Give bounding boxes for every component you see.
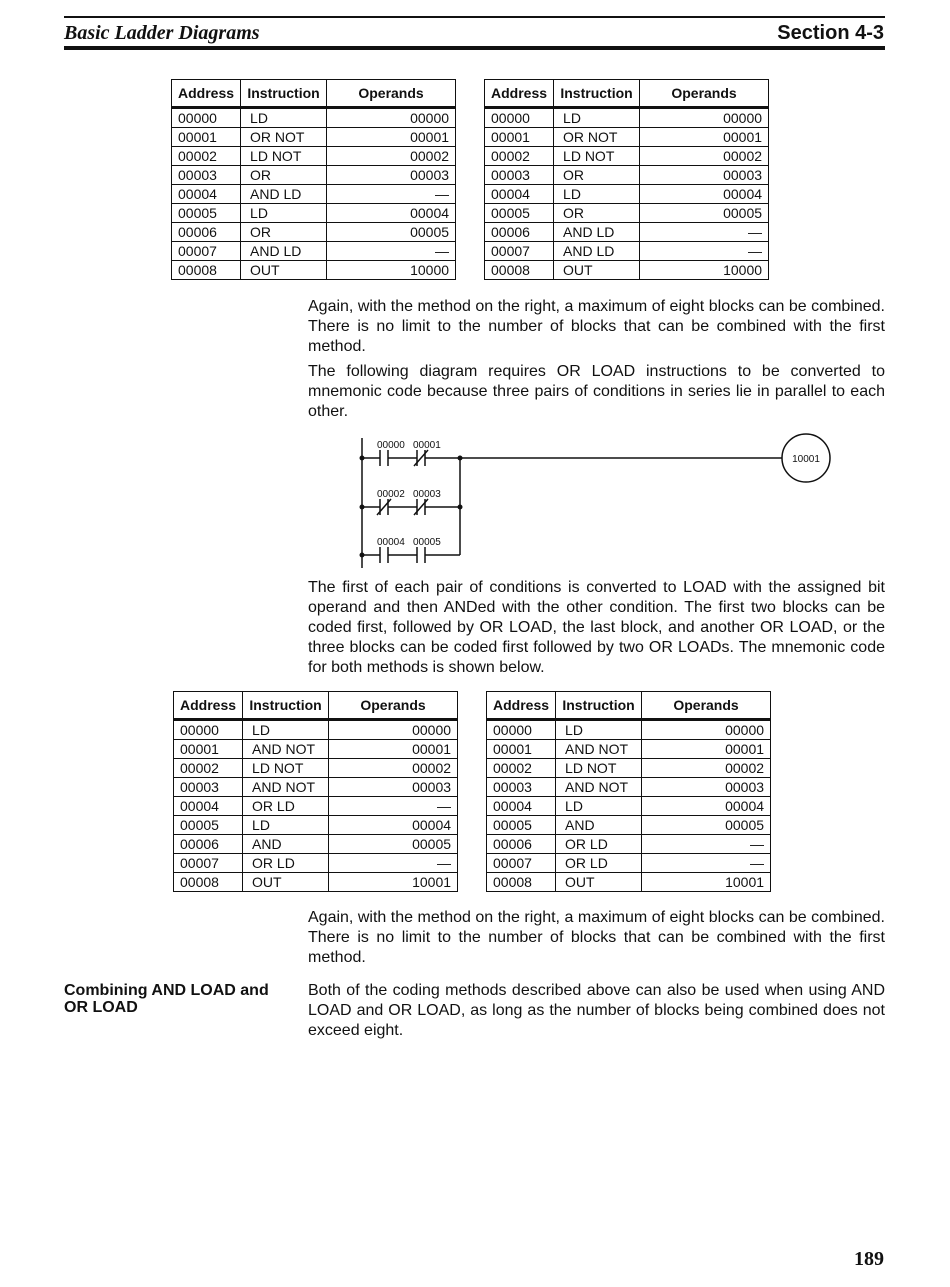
- cell-instruction: OR: [241, 223, 327, 242]
- cell-operands: 00002: [642, 759, 771, 778]
- contact-label-00003: 00003: [413, 489, 441, 500]
- cell-address: 00005: [487, 816, 556, 835]
- cell-instruction: LD: [554, 108, 640, 128]
- paragraph-conversion: The first of each pair of conditions is converted to LOAD with the assigned bit operand and then ANDed with the other condition. The first two blocks can be coded first, followed by OR LOAD, the last block, and another OR LOAD, or the three blocks can be coded first followed by two OR LOADs. The mnemonic code for both methods is shown below.: [308, 579, 885, 676]
- cell-address: 00001: [487, 740, 556, 759]
- table-row: [487, 778, 771, 797]
- cell-operands: 00004: [642, 797, 771, 816]
- table-row: [172, 223, 456, 242]
- cell-address: 00001: [485, 128, 554, 147]
- cell-operands: 00000: [640, 108, 769, 128]
- cell-instruction: OR LD: [243, 854, 329, 873]
- contact-label-00000: 00000: [377, 440, 405, 451]
- table-row: [174, 854, 458, 873]
- cell-instruction: AND: [243, 835, 329, 854]
- col-operands: Operands: [642, 692, 771, 720]
- cell-instruction: LD NOT: [556, 759, 642, 778]
- table-row: [172, 147, 456, 166]
- cell-instruction: LD NOT: [554, 147, 640, 166]
- cell-operands: —: [329, 797, 458, 816]
- cell-instruction: AND LD: [554, 223, 640, 242]
- contact-label-00002: 00002: [377, 489, 405, 500]
- running-header-title: Basic Ladder Diagrams: [64, 22, 260, 44]
- table-row: [487, 835, 771, 854]
- cell-operands: 00002: [329, 759, 458, 778]
- cell-address: 00002: [485, 147, 554, 166]
- table-row: [487, 816, 771, 835]
- cell-operands: —: [329, 854, 458, 873]
- cell-address: 00008: [174, 873, 243, 892]
- cell-operands: —: [642, 854, 771, 873]
- cell-instruction: OR NOT: [554, 128, 640, 147]
- cell-address: 00006: [487, 835, 556, 854]
- table-row: [485, 242, 769, 261]
- cell-address: 00008: [487, 873, 556, 892]
- paragraph-method-limit: Again, with the method on the right, a maximum of eight blocks can be combined. There is no limit to the number of blocks that can be combined with the first method.: [308, 298, 885, 355]
- paragraph-or-load-intro: The following diagram requires OR LOAD instructions to be converted to mnemonic code because three pairs of conditions in series lie in parallel to each other.: [308, 363, 885, 420]
- cell-instruction: LD: [556, 720, 642, 740]
- cell-operands: 00001: [329, 740, 458, 759]
- col-operands: Operands: [640, 80, 769, 108]
- cell-instruction: AND NOT: [556, 778, 642, 797]
- table-row: [485, 261, 769, 280]
- cell-operands: 00001: [327, 128, 456, 147]
- cell-instruction: AND NOT: [243, 778, 329, 797]
- cell-instruction: OR: [554, 166, 640, 185]
- cell-operands: 10001: [329, 873, 458, 892]
- cell-operands: 00004: [327, 204, 456, 223]
- cell-instruction: AND NOT: [556, 740, 642, 759]
- table-row: [172, 261, 456, 280]
- cell-address: 00007: [172, 242, 241, 261]
- table-row: [172, 166, 456, 185]
- cell-address: 00005: [485, 204, 554, 223]
- cell-operands: 00003: [642, 778, 771, 797]
- cell-instruction: LD: [554, 185, 640, 204]
- table-row: [174, 740, 458, 759]
- table-row: [172, 242, 456, 261]
- cell-operands: 00000: [329, 720, 458, 740]
- table-row: [174, 835, 458, 854]
- table-row: [487, 854, 771, 873]
- cell-operands: 00005: [327, 223, 456, 242]
- col-operands: Operands: [329, 692, 458, 720]
- cell-operands: 00001: [640, 128, 769, 147]
- cell-instruction: LD: [241, 204, 327, 223]
- header-rule-bottom: [64, 46, 885, 50]
- cell-address: 00003: [174, 778, 243, 797]
- cell-address: 00008: [485, 261, 554, 280]
- cell-operands: 00003: [329, 778, 458, 797]
- cell-operands: 00000: [327, 108, 456, 128]
- cell-address: 00004: [485, 185, 554, 204]
- cell-address: 00000: [485, 108, 554, 128]
- cell-operands: 00002: [327, 147, 456, 166]
- cell-address: 00003: [485, 166, 554, 185]
- table-row: [487, 720, 771, 740]
- col-instruction: Instruction: [241, 80, 327, 108]
- cell-operands: —: [327, 242, 456, 261]
- col-address: Address: [485, 80, 554, 108]
- side-heading: Combining AND LOAD and OR LOAD: [64, 982, 269, 1016]
- cell-operands: —: [327, 185, 456, 204]
- cell-address: 00001: [174, 740, 243, 759]
- mnemonic-table-4: [486, 691, 771, 892]
- cell-instruction: OR LD: [243, 797, 329, 816]
- paragraph-method-limit-2: Again, with the method on the right, a maximum of eight blocks can be combined. There is no limit to the number of blocks that can be combined with the first method.: [308, 909, 885, 966]
- table-row: [485, 223, 769, 242]
- cell-operands: 00005: [642, 816, 771, 835]
- contact-label-00004: 00004: [377, 537, 405, 548]
- table-row: [172, 128, 456, 147]
- table-row: [172, 108, 456, 128]
- contact-label-00005: 00005: [413, 537, 441, 548]
- cell-instruction: OR NOT: [241, 128, 327, 147]
- contact-label-00001: 00001: [413, 440, 441, 451]
- table-row: [172, 204, 456, 223]
- cell-operands: 10000: [327, 261, 456, 280]
- table-row: [174, 873, 458, 892]
- cell-instruction: OR LD: [556, 854, 642, 873]
- table-row: [485, 204, 769, 223]
- coil-label: 10001: [792, 454, 820, 465]
- cell-instruction: AND LD: [554, 242, 640, 261]
- cell-operands: 00005: [640, 204, 769, 223]
- cell-instruction: LD: [243, 816, 329, 835]
- cell-address: 00004: [487, 797, 556, 816]
- col-instruction: Instruction: [243, 692, 329, 720]
- cell-operands: 00004: [329, 816, 458, 835]
- cell-address: 00006: [485, 223, 554, 242]
- col-instruction: Instruction: [556, 692, 642, 720]
- table-row: [485, 185, 769, 204]
- cell-operands: 00004: [640, 185, 769, 204]
- cell-address: 00004: [174, 797, 243, 816]
- mnemonic-table-1: [171, 79, 456, 280]
- col-operands: Operands: [327, 80, 456, 108]
- cell-instruction: OUT: [243, 873, 329, 892]
- cell-address: 00006: [172, 223, 241, 242]
- cell-instruction: LD NOT: [241, 147, 327, 166]
- cell-address: 00000: [487, 720, 556, 740]
- mnemonic-table-2: [484, 79, 769, 280]
- cell-instruction: OUT: [556, 873, 642, 892]
- table-row: [174, 797, 458, 816]
- cell-address: 00002: [172, 147, 241, 166]
- page-number: 189: [854, 1248, 884, 1270]
- cell-operands: —: [642, 835, 771, 854]
- cell-instruction: LD: [556, 797, 642, 816]
- cell-address: 00001: [172, 128, 241, 147]
- cell-instruction: AND LD: [241, 185, 327, 204]
- cell-instruction: LD NOT: [243, 759, 329, 778]
- cell-address: 00002: [487, 759, 556, 778]
- table-row: [487, 740, 771, 759]
- cell-address: 00003: [172, 166, 241, 185]
- col-instruction: Instruction: [554, 80, 640, 108]
- cell-address: 00006: [174, 835, 243, 854]
- cell-operands: 00002: [640, 147, 769, 166]
- running-header-section: Section 4-3: [777, 22, 884, 44]
- table-row: [487, 873, 771, 892]
- table-row: [485, 128, 769, 147]
- cell-operands: 00000: [642, 720, 771, 740]
- cell-instruction: OR: [554, 204, 640, 223]
- cell-instruction: AND: [556, 816, 642, 835]
- cell-address: 00003: [487, 778, 556, 797]
- cell-address: 00000: [174, 720, 243, 740]
- cell-operands: —: [640, 242, 769, 261]
- cell-address: 00004: [172, 185, 241, 204]
- cell-instruction: OR: [241, 166, 327, 185]
- col-address: Address: [487, 692, 556, 720]
- table-row: [172, 185, 456, 204]
- cell-address: 00007: [487, 854, 556, 873]
- header-rule-top: [64, 16, 885, 18]
- cell-instruction: OUT: [554, 261, 640, 280]
- cell-operands: 00001: [642, 740, 771, 759]
- cell-instruction: LD: [243, 720, 329, 740]
- table-row: [487, 797, 771, 816]
- cell-instruction: OR LD: [556, 835, 642, 854]
- cell-address: 00000: [172, 108, 241, 128]
- cell-address: 00005: [172, 204, 241, 223]
- cell-operands: —: [640, 223, 769, 242]
- cell-operands: 00003: [640, 166, 769, 185]
- col-address: Address: [172, 80, 241, 108]
- cell-address: 00007: [485, 242, 554, 261]
- cell-operands: 10001: [642, 873, 771, 892]
- table-row: [485, 108, 769, 128]
- table-row: [174, 720, 458, 740]
- cell-instruction: AND LD: [241, 242, 327, 261]
- cell-address: 00002: [174, 759, 243, 778]
- table-row: [485, 166, 769, 185]
- table-row: [174, 778, 458, 797]
- ladder-diagram: [350, 432, 840, 572]
- cell-instruction: LD: [241, 108, 327, 128]
- cell-address: 00005: [174, 816, 243, 835]
- paragraph-combining: Both of the coding methods described above can also be used when using AND LOAD and OR LOAD, as long as the number of blocks being combined does not exceed eight.: [308, 982, 885, 1039]
- cell-address: 00008: [172, 261, 241, 280]
- table-row: [485, 147, 769, 166]
- table-row: [487, 759, 771, 778]
- table-row: [174, 759, 458, 778]
- table-row: [174, 816, 458, 835]
- mnemonic-table-3: [173, 691, 458, 892]
- cell-operands: 00003: [327, 166, 456, 185]
- col-address: Address: [174, 692, 243, 720]
- cell-operands: 00005: [329, 835, 458, 854]
- cell-operands: 10000: [640, 261, 769, 280]
- cell-address: 00007: [174, 854, 243, 873]
- cell-instruction: AND NOT: [243, 740, 329, 759]
- cell-instruction: OUT: [241, 261, 327, 280]
